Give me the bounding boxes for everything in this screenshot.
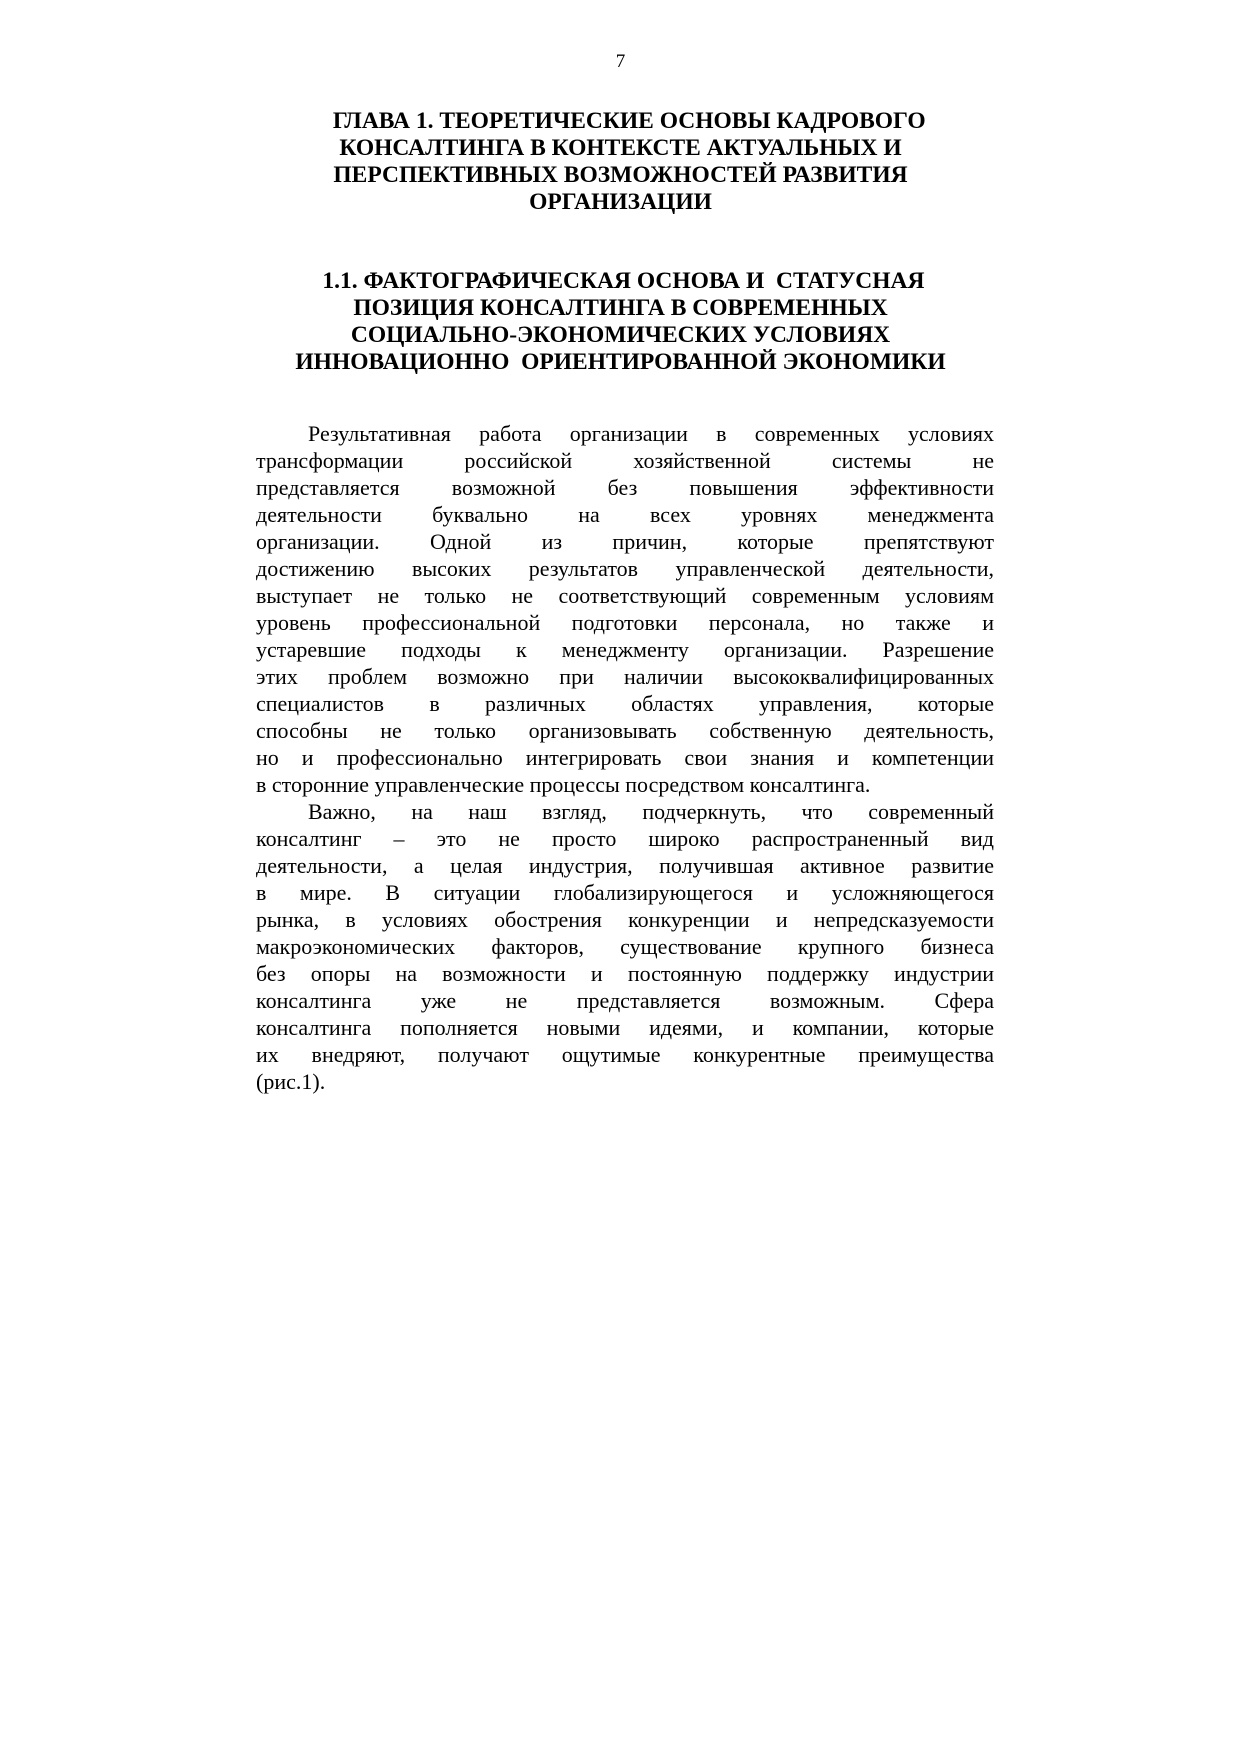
text-line: в сторонние управленческие процессы посредством консалтинга. xyxy=(256,772,871,797)
text-line: но и профессионально интегрировать свои знания и компетенции xyxy=(256,745,994,770)
section-title-line: 1.1. ФАКТОГРАФИЧЕСКАЯ ОСНОВА И СТАТУСНАЯ xyxy=(316,268,925,294)
text-line: макроэкономических факторов, существование крупного бизнеса xyxy=(256,934,994,959)
text-line: консалтинга уже не представляется возможным. Сфера xyxy=(256,988,994,1013)
text-line: способны не только организовывать собственную деятельность, xyxy=(256,718,994,743)
chapter-title xyxy=(0,108,1241,216)
page-number: 7 xyxy=(615,51,626,72)
section-title-line: ИННОВАЦИОННО ОРИЕНТИРОВАННОЙ ЭКОНОМИКИ xyxy=(295,349,946,375)
text-line: трансформации российской хозяйственной системы не xyxy=(256,448,994,473)
text-line: консалтинг – это не просто широко распространенный вид xyxy=(256,826,994,851)
chapter-title-line: ОРГАНИЗАЦИИ xyxy=(529,189,712,215)
text-line: уровень профессиональной подготовки персонала, но также и xyxy=(256,610,994,635)
section-title-line: СОЦИАЛЬНО-ЭКОНОМИЧЕСКИХ УСЛОВИЯХ xyxy=(350,322,891,348)
text-line: организации. Одной из причин, которые препятствуют xyxy=(256,529,994,554)
text-line: этих проблем возможно при наличии высококвалифицированных xyxy=(256,664,994,689)
text-line: достижению высоких результатов управленческой деятельности, xyxy=(256,556,994,581)
paragraph-2 xyxy=(256,798,994,1095)
text-line: рынка, в условиях обострения конкуренции и непредсказуемости xyxy=(256,907,994,932)
text-line: деятельности, а целая индустрия, получившая активное развитие xyxy=(256,853,994,878)
text-line: консалтинга пополняется новыми идеями, и компании, которые xyxy=(256,1015,994,1040)
text-line: Результативная работа организации в современных условиях xyxy=(308,421,994,446)
text-line: без опоры на возможности и постоянную поддержку индустрии xyxy=(256,961,994,986)
chapter-title-line: ПЕРСПЕКТИВНЫХ ВОЗМОЖНОСТЕЙ РАЗВИТИЯ xyxy=(333,162,908,188)
text-line: представляется возможной без повышения эффективности xyxy=(256,475,994,500)
text-line: (рис.1). xyxy=(256,1069,326,1094)
text-line: специалистов в различных областях управления, которые xyxy=(256,691,994,716)
text-line: Важно, на наш взгляд, подчеркнуть, что современный xyxy=(308,799,994,824)
body-text xyxy=(256,420,994,1095)
section-title-line: ПОЗИЦИЯ КОНСАЛТИНГА В СОВРЕМЕННЫХ xyxy=(353,295,888,321)
text-line: в мире. В ситуации глобализирующегося и усложняющегося xyxy=(256,880,994,905)
text-line: деятельности буквально на всех уровнях менеджмента xyxy=(256,502,994,527)
text-line: их внедряют, получают ощутимые конкурентные преимущества xyxy=(256,1042,994,1067)
section-title xyxy=(0,268,1241,376)
paragraph-1 xyxy=(256,420,994,798)
chapter-title-line: КОНСАЛТИНГА В КОНТЕКСТЕ АКТУАЛЬНЫХ И xyxy=(339,135,902,161)
text-line: устаревшие подходы к менеджменту организации. Разрешение xyxy=(256,637,994,662)
text-line: выступает не только не соответствующий современным условиям xyxy=(256,583,994,608)
chapter-title-line: ГЛАВА 1. ТЕОРЕТИЧЕСКИЕ ОСНОВЫ КАДРОВОГО xyxy=(315,108,926,134)
